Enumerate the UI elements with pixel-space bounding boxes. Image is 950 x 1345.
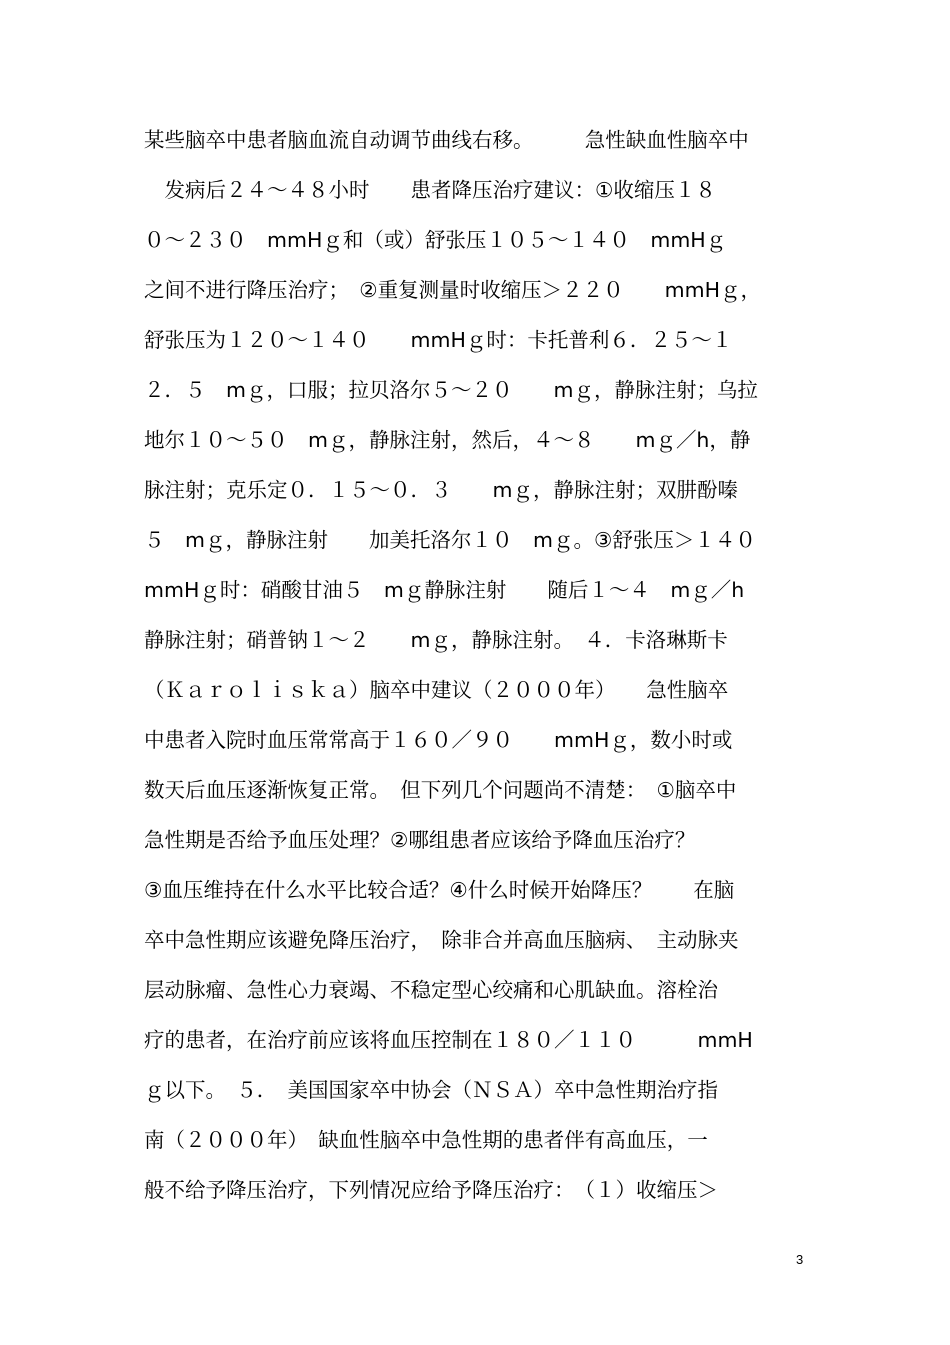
text-line: 静脉注射；硝普钠１～２ mｇ，静脉注射。 ４．卡洛琳斯卡 (144, 628, 728, 652)
text-line: 数天后血压逐渐恢复正常。 但下列几个问题尚不清楚： ①脑卒中 (144, 778, 737, 802)
text-line: 层动脉瘤、急性心力衰竭、不稳定型心绞痛和心肌缺血。溶栓治 (144, 978, 718, 1002)
text-line: 南（２０００年） 缺血性脑卒中急性期的患者伴有高血压，一 (144, 1128, 708, 1152)
text-line: 卒中急性期应该避免降压治疗， 除非合并高血压脑病、 主动脉夹 (144, 928, 739, 952)
text-line: 脉注射；克乐定０．１５～０．３ mｇ，静脉注射；双肼酚嗪 (144, 478, 738, 502)
page-number: 3 (796, 1252, 804, 1267)
text-line: ２．５ mｇ，口服；拉贝洛尔５～２０ mｇ，静脉注射；乌拉 (144, 378, 758, 402)
text-line: 疗的患者，在治疗前应该将血压控制在１８０／１１０ mmH (144, 1028, 753, 1052)
text-line: mmHｇ时：硝酸甘油５ mｇ静脉注射 随后１～４ mｇ／h (144, 578, 745, 602)
text-line: ｇ以下。 ５． 美国国家卒中协会（ＮＳＡ）卒中急性期治疗指 (144, 1078, 718, 1102)
text-line: 某些脑卒中患者脑血流自动调节曲线右移。 急性缺血性脑卒中 (144, 128, 749, 152)
text-line: 发病后２４～４８小时 患者降压治疗建议：①收缩压１８ (144, 178, 716, 202)
text-line: 急性期是否给予血压处理？②哪组患者应该给予降血压治疗？ (144, 828, 696, 852)
text-line: ③血压维持在什么水平比较合适？④什么时候开始降压？ 在脑 (144, 878, 735, 902)
text-line: （Ｋａｒｏｌｉｓｋａ）脑卒中建议（２０００年） 急性脑卒 (144, 678, 729, 702)
text-line: 般不给予降压治疗，下列情况应给予降压治疗： （１）收缩压＞ (144, 1178, 718, 1202)
text-line: 中患者入院时血压常常高于１６０／９０ mmHｇ，数小时或 (144, 728, 733, 752)
text-line: 地尔１０～５０ mｇ，静脉注射，然后，４～８ mｇ／h，静 (144, 428, 751, 452)
text-line: 之间不进行降压治疗； ②重复测量时收缩压＞２２０ mmHｇ， (144, 278, 761, 302)
text-line: ０～２３０ mmHｇ和（或）舒张压１０５～１４０ mmHｇ (144, 228, 727, 252)
text-line: 舒张压为１２０～１４０ mmHｇ时：卡托普利６．２５～１ (144, 328, 733, 352)
text-line: ５ mｇ，静脉注射 加美托洛尔１０ mｇ。③舒张压＞１４０ (144, 528, 756, 552)
